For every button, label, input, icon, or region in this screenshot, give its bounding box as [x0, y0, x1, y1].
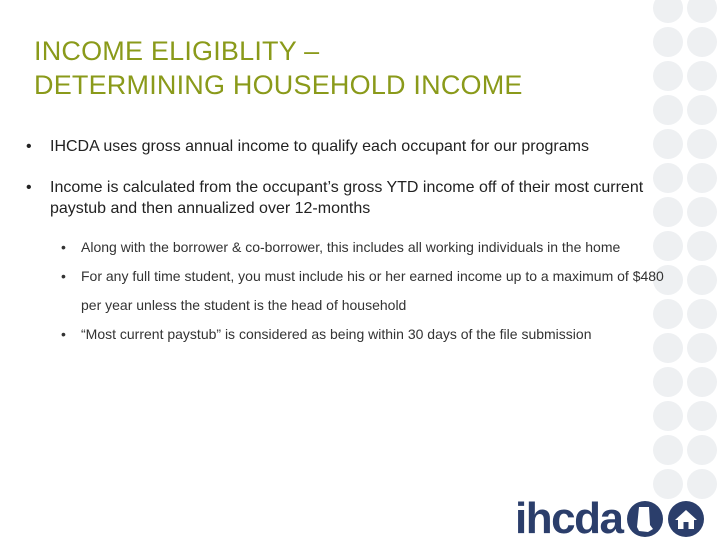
sub-bullet-marker: • — [61, 326, 66, 342]
indiana-state-icon — [626, 499, 664, 539]
bullet-marker: • — [26, 179, 32, 196]
sub-bullet-marker: • — [61, 268, 66, 284]
slide-title-line-2: DETERMINING HOUSEHOLD INCOME — [34, 70, 523, 100]
sub-bullet-item — [26, 262, 676, 320]
ihcda-logo — [515, 494, 706, 544]
sub-bullet-list — [26, 233, 676, 349]
bullet-item — [26, 136, 676, 157]
bullet-text: IHCDA uses gross annual income to qualify each occupant for our programs — [50, 138, 589, 155]
sub-bullet-text: “Most current paystub” is considered as being within 30 days of the file submission — [81, 326, 592, 342]
sub-bullet-marker: • — [61, 239, 66, 255]
sub-bullet-text: For any full time student, you must include his or her earned income up to a maximum of $480 per year unless the student is the head of household — [81, 268, 664, 313]
bullet-marker: • — [26, 138, 32, 155]
logo-wordmark: ihcda — [515, 494, 623, 543]
slide-title-line-1: INCOME ELIGIBLITY – — [34, 36, 320, 66]
sub-bullet-item — [26, 320, 676, 349]
sub-bullet-text: Along with the borrower & co-borrower, this includes all working individuals in the home — [81, 239, 621, 255]
home-icon — [666, 499, 706, 539]
bullet-item — [26, 177, 676, 219]
slide-title — [34, 34, 523, 102]
sub-bullet-item — [26, 233, 676, 262]
bullet-list — [26, 136, 676, 349]
bullet-text: Income is calculated from the occupant’s gross YTD income off of their most current paystub and then annualized over 12-months — [50, 179, 644, 217]
